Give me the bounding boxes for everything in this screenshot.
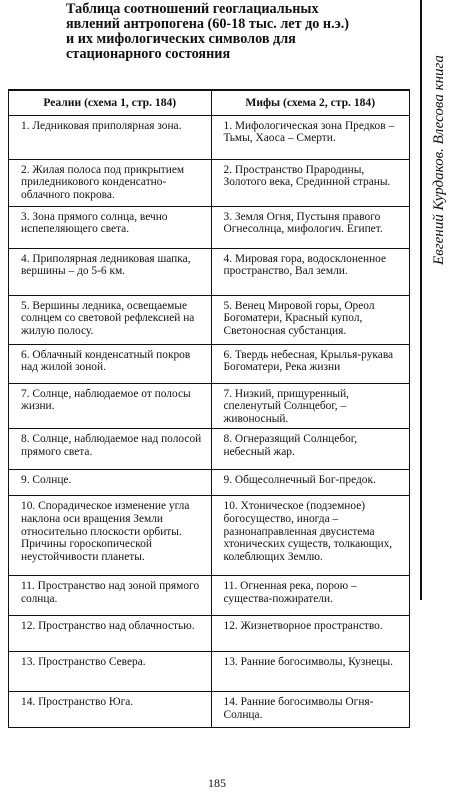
title-line: и их мифологических символов для — [66, 31, 296, 47]
table-row — [9, 295, 410, 344]
reality-cell: 8. Солнце, наблюдаемое над полосой прямого света. — [9, 429, 212, 470]
reality-cell: 1. Ледниковая приполярная зона. — [9, 115, 212, 159]
myth-cell: 13. Ранние богосимволы, Кузнецы. — [211, 652, 410, 692]
page-title — [66, 2, 406, 62]
myth-cell: 4. Мировая гора, водосклоненное пространство, Вал земли. — [211, 248, 410, 295]
reality-cell: 3. Зона прямого солнца, вечно испепеляющего света. — [9, 206, 212, 248]
reality-cell: 7. Солнце, наблюдаемое от полосы жизни. — [9, 383, 212, 429]
title-line: стационарного состояния — [66, 46, 231, 62]
running-header: Евгений Курдаков. Влесова книга — [431, 55, 447, 265]
myth-cell: 2. Пространство Прародины, Золотого века, Срединной страны. — [211, 159, 410, 206]
reality-cell: 2. Жилая полоса под прикрытием приледникового конденсатно-облачного покрова. — [9, 159, 212, 206]
reality-cell: 5. Вершины ледника, освещаемые солнцем со световой рефлексией на жилую полосу. — [9, 295, 212, 344]
table-row — [9, 692, 410, 728]
title-line: Таблица соотношений геоглациальных — [66, 1, 319, 17]
page-number: 185 — [208, 776, 226, 790]
table-row — [9, 429, 410, 470]
table-row — [9, 470, 410, 496]
myth-cell: 7. Низкий, прищуренный, спеленутый Солнцебог, – живоносный. — [211, 383, 410, 429]
table-row — [9, 383, 410, 429]
myth-cell: 5. Венец Мировой горы, Ореол Богоматери, Красный купол, Светоносная субстанция. — [211, 295, 410, 344]
table-row — [9, 206, 410, 248]
myth-cell: 9. Общесолнечный Бог-предок. — [211, 470, 410, 496]
margin-rule — [420, 0, 422, 600]
column-header: Мифы (схема 2, стр. 184) — [211, 90, 410, 115]
table-row — [9, 576, 410, 616]
reality-cell: 4. Приполярная ледниковая шапка, вершины – до 5-6 км. — [9, 248, 212, 295]
reality-cell: 6. Облачный конденсатный покров над жилой зоной. — [9, 344, 212, 383]
myth-cell: 10. Хтоническое (подземное) богосущество, иногда – разнонаправленная двусистема хтонических существ, толкающих, колеблющих Землю. — [211, 496, 410, 576]
reality-cell: 11. Пространство над зоной прямого солнца. — [9, 576, 212, 616]
table-row — [9, 344, 410, 383]
table-row — [9, 115, 410, 159]
title-line: явлений антропогена (60-18 тыс. лет до н.э.) — [66, 16, 350, 32]
reality-cell: 10. Спорадическое изменение угла наклона оси вращения Земли относительно плоскости орбиты. Причины гороскопической неустойчивости планеты. — [9, 496, 212, 576]
myth-cell: 1. Мифологическая зона Предков – Тьмы, Хаоса – Смерти. — [211, 115, 410, 159]
myth-cell: 6. Твердь небесная, Крылья-рукава Богоматери, Река жизни — [211, 344, 410, 383]
myth-cell: 3. Земля Огня, Пустыня правого Огнесолнца, мифологич. Египет. — [211, 206, 410, 248]
reality-cell: 12. Пространство над облачностью. — [9, 616, 212, 652]
table-row — [9, 248, 410, 295]
table-row — [9, 159, 410, 206]
column-header: Реалии (схема 1, стр. 184) — [9, 90, 212, 115]
myth-cell: 14. Ранние богосимволы Огня-Солнца. — [211, 692, 410, 728]
reality-cell: 9. Солнце. — [9, 470, 212, 496]
table-row — [9, 496, 410, 576]
reality-cell: 14. Пространство Юга. — [9, 692, 212, 728]
myth-cell: 8. Огнеразящий Солнцебог, небесный жар. — [211, 429, 410, 470]
table-row — [9, 616, 410, 652]
reality-cell: 13. Пространство Севера. — [9, 652, 212, 692]
myth-cell: 12. Жизнетворное пространство. — [211, 616, 410, 652]
myth-cell: 11. Огненная река, порою – существа-пожиратели. — [211, 576, 410, 616]
table-row — [9, 652, 410, 692]
correspondence-table — [8, 89, 410, 728]
table-header-row — [9, 90, 410, 115]
